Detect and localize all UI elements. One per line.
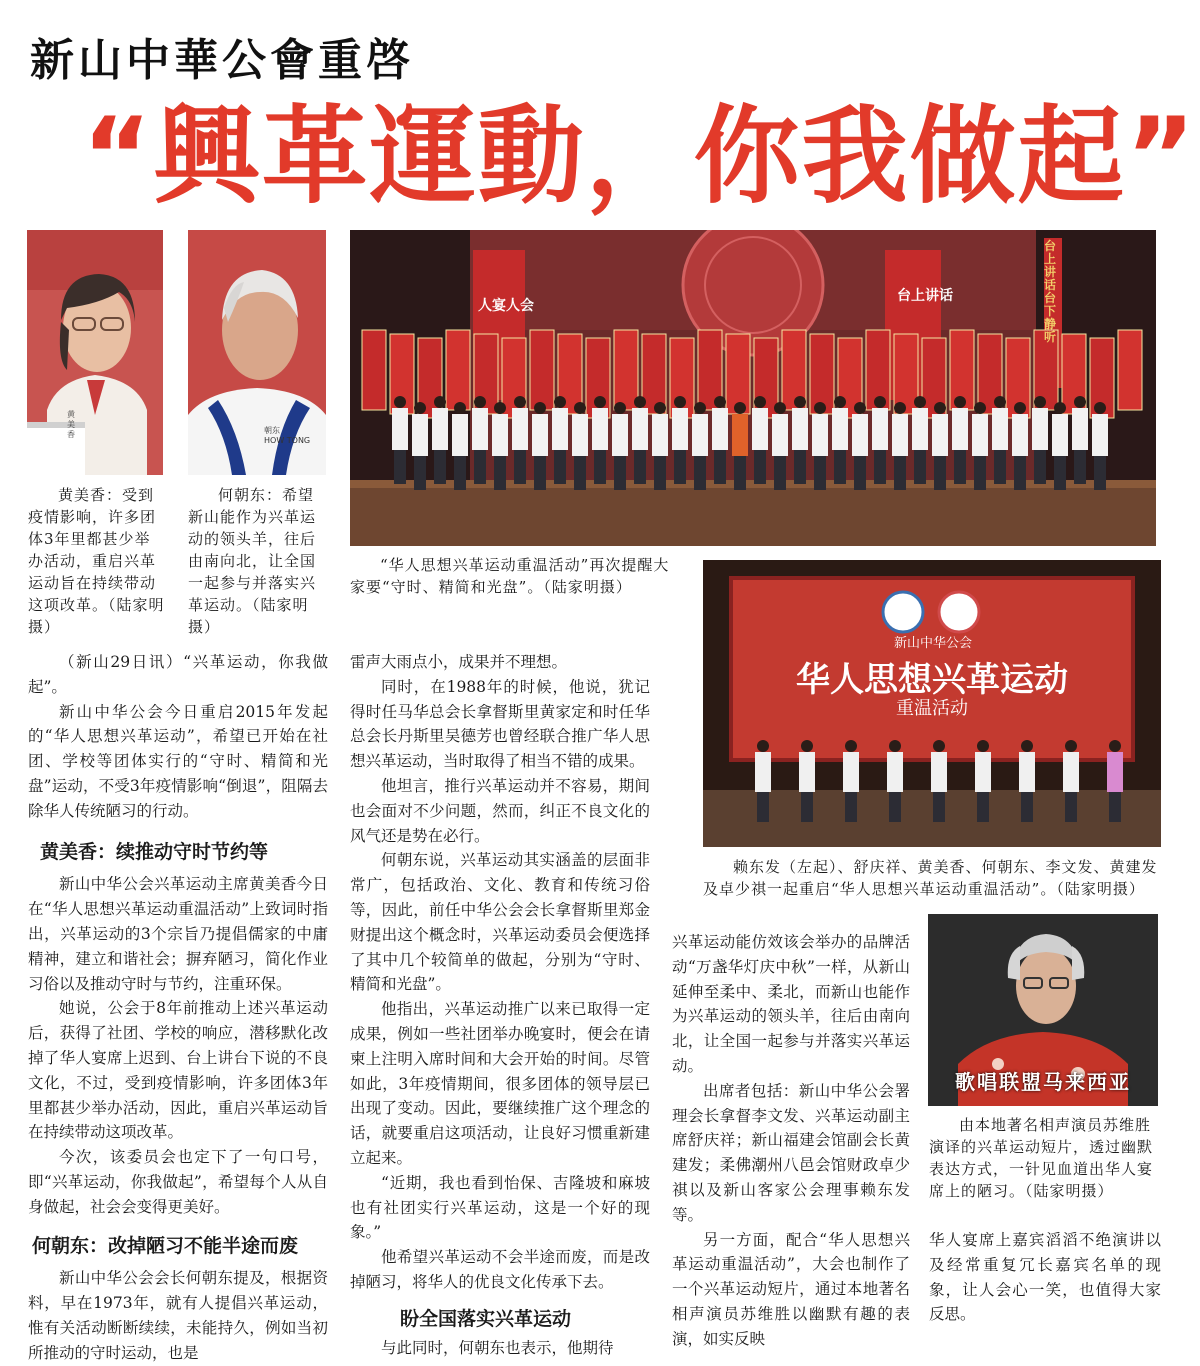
stage-person: [852, 402, 868, 490]
stage-person: [872, 396, 888, 484]
stage-person: [972, 402, 988, 490]
stage-right-banner: 台上讲话台下静听: [1044, 239, 1057, 344]
paragraph: 出席者包括：新山中华公会署理会长拿督李文发、兴革运动副主席舒庆祥；新山福建会馆副会长黄建发；柔佛潮州八邑会馆财政卓少祺以及新山客家公会理事赖东发等。: [672, 1081, 910, 1224]
screen-person: [975, 740, 991, 822]
screen-org: 新山中华公会: [893, 636, 972, 651]
screen-person: [1107, 740, 1123, 822]
stage-person: [512, 396, 528, 484]
stage-person: [632, 396, 648, 484]
stage-person: [752, 396, 768, 484]
screen-subtitle: 重温活动: [896, 698, 968, 719]
paragraph: 与此同时，何朝东也表示，他期待: [381, 1338, 614, 1357]
performer-overlay-text: 歌唱联盟马来西亚: [955, 1070, 1131, 1094]
stage-person: [952, 396, 968, 484]
stage-person: [452, 402, 468, 490]
stage-person: [1012, 402, 1028, 490]
paragraph: 华人宴席上嘉宾滔滔不绝演讲以及经常重复冗长嘉宾名单的现象，让人会心一笑，也值得大家反思。: [929, 1231, 1161, 1324]
screen-person: [1063, 740, 1079, 822]
stage-person: [572, 402, 588, 490]
protest-board: [362, 330, 386, 410]
subheading-huang: 黄美香：续推动守时节约等: [40, 840, 269, 863]
stage-board-text: 台上讲话: [897, 288, 953, 304]
badge-line: 香: [67, 430, 75, 439]
photo4-caption: 赖东发（左起）、舒庆祥、黄美香、何朝东、李文发、黄建发及卓少祺一起重启“华人思想兴革运动重温活动”。（陆家明摄）: [703, 858, 1158, 898]
paragraph: 新山中华公会兴革运动主席黄美香今日在“华人思想兴革运动重温活动”上致词时指出，兴革运动的3个宗旨乃提倡儒家的中庸精神，建立和谐社会；摒弃陋习，简化作业习俗以及推动守时与节约，注重环保。: [28, 875, 328, 993]
stage-person: [932, 402, 948, 490]
badge-line: 黄: [67, 410, 75, 419]
stage-person: [432, 396, 448, 484]
protest-board: [726, 334, 750, 414]
photo-group-stage: [350, 230, 1156, 546]
stage-person: [552, 396, 568, 484]
photo5-caption: 由本地著名相声演员苏维胜演译的兴革运动短片，透过幽默表达方式，一针见血道出华人宴席上的陋习。（陆家明摄）: [929, 1116, 1154, 1200]
col1-section-b: [28, 872, 328, 1219]
stage-person: [1032, 396, 1048, 484]
paragraph: 新山中华公会会长何朝东提及，根据资料，早在1973年，就有人提倡兴革运动，惟有关活动断断续续，未能持久，例如当初所推动的守时运动，也是: [28, 1269, 328, 1362]
photo1-caption: 黄美香：受到疫情影响，许多团体3年里都甚少举办活动，重启兴革运动旨在持续带动这项改革。（陆家明摄）: [28, 486, 165, 636]
badge-line: 朝东: [264, 426, 280, 435]
paragraph: 他希望兴革运动不会半途而废，而是改掉陋习，将华人的优良文化传承下去。: [350, 1248, 650, 1291]
paragraph: （新山29日讯）“兴革运动，你我做起”。: [28, 653, 328, 696]
protest-board: [1118, 330, 1142, 410]
stage-person: [1052, 402, 1068, 490]
protest-board: [446, 330, 470, 410]
protest-board: [810, 334, 834, 414]
photo-he-chaodong: [188, 230, 326, 475]
paragraph: 另一方面，配合“华人思想兴革运动重温活动”，大会也制作了一个兴革运动短片，通过本地著名相声演员苏维胜以幽默有趣的表演，如实反映: [672, 1230, 910, 1348]
stage-person: [532, 402, 548, 490]
stage-person: [612, 402, 628, 490]
subheading-he: 何朝东：改掉陋习不能半途而废: [32, 1234, 299, 1257]
paragraph: 她说，公会于8年前推动上述兴革运动后，获得了社团、学校的响应，潜移默化改掉了华人宴席上迟到、台上讲台下说的不良文化，不过，受到疫情影响，许多团体3年里都甚少举办活动，因此，重启兴革运动旨在持续带动这项改革。: [28, 999, 328, 1142]
stage-person: [472, 396, 488, 484]
screen-person: [799, 740, 815, 822]
stage-person: [592, 396, 608, 484]
article-column-2: [350, 650, 650, 1360]
paragraph: “近期，我也看到怡保、吉隆坡和麻坡也有社团实行兴革运动，这是一个好的现象。”: [350, 1173, 650, 1242]
protest-board: [614, 330, 638, 410]
stage-person: [732, 402, 748, 490]
screen-person: [1019, 740, 1035, 822]
paragraph: 今次，该委员会也定下了一句口号，即“兴革运动，你我做起”，希望每个人从自身做起，社会会变得更美好。: [28, 1148, 328, 1216]
screen-person: [843, 740, 859, 822]
col1-section-c: [28, 1266, 328, 1365]
stage-person: [692, 402, 708, 490]
article-column-1: [28, 650, 328, 1366]
paragraph: 兴革运动能仿效该会举办的品牌活动“万盏华灯庆中秋”一样，从新山延伸至柔中、柔北，而新山也能作为兴革运动的领头羊，往后由南向北，让全国一起参与并落实兴革运动。: [672, 933, 910, 1075]
paragraph: 同时，在1988年的时候，他说，犹记得时任马华总会长拿督斯里黄家定和时任华总会长丹斯里吴德芳也曾经联合推广华人思想兴革运动，当时取得了相当不错的成果。: [350, 677, 650, 771]
headline-main: “興革運動，你我做起”: [82, 95, 1198, 218]
photo2-shirt-badge: [264, 426, 310, 446]
screen-person: [755, 740, 771, 822]
paragraph: 雷声大雨点小，成果并不理想。: [350, 653, 568, 671]
stage-person: [712, 396, 728, 484]
paragraph: 他坦言，推行兴革运动并不容易，期间也会面对不少问题，然而，纠正不良文化的风气还是势在必行。: [350, 776, 650, 845]
paragraph: 他指出，兴革运动推广以来已取得一定成果，例如一些社团举办晚宴时，便会在请柬上注明入席时间和大会开始的时间。尽管如此，3年疫情期间，很多团体的领导层已出现了变动。因此，要继续推广这个理念的话，就要重启这项活动，让良好习惯重新建立起来。: [350, 1000, 650, 1167]
protest-board: [530, 330, 554, 410]
article-column-3: [672, 930, 910, 1352]
badge-line: 美: [67, 420, 75, 429]
stage-person: [792, 396, 808, 484]
paragraph: 何朝东说，兴革运动其实涵盖的层面非常广，包括政治、文化、教育和传统习俗等，因此，前任中华公会会长拿督斯里郑金财提出这个概念时，兴革运动委员会便选择了其中几个较简单的做起，分别为“守时、精简和光盘”。: [350, 851, 650, 994]
stage-person: [392, 396, 408, 484]
stage-person: [412, 402, 428, 490]
badge-line: HOW TONG: [264, 436, 311, 445]
headline-kicker: 新山中華公會重啓: [30, 35, 414, 86]
photo-performer: [928, 914, 1158, 1106]
photo1-podium-badge: [67, 410, 97, 440]
stage-person: [892, 402, 908, 490]
stage-person: [492, 402, 508, 490]
stage-person: [992, 396, 1008, 484]
col1-intro: [28, 650, 328, 824]
stage-person: [912, 396, 928, 484]
photo3-caption: “华人思想兴革运动重温活动”再次提醒大家要“守时、精简和光盘”。（陆家明摄）: [350, 556, 670, 596]
stage-person: [1072, 396, 1088, 484]
paragraph: 新山中华公会今日重启2015年发起的“华人思想兴革运动”，希望已开始在社团、学校等团体实行的“守时、精简和光盘”运动，不受3年疫情影响“倒退”，阻隔去除华人传统陋习的行动。: [28, 702, 328, 820]
stage-person: [1092, 402, 1108, 490]
screen-title: 华人思想兴革运动: [796, 660, 1068, 700]
stage-person: [672, 396, 688, 484]
photo2-caption: 何朝东：希望新山能作为兴革运动的领头羊，往后由南向北，让全国一起参与并落实兴革运动。（陆家明摄）: [188, 486, 317, 636]
stage-person: [652, 402, 668, 490]
photo-huang-meixiang: [27, 230, 163, 475]
stage-person: [812, 402, 828, 490]
stage-person: [772, 402, 788, 490]
stage-board-text: 人宴人会: [478, 298, 534, 314]
stage-person: [832, 396, 848, 484]
article-column-4: [929, 1228, 1161, 1327]
subheading-nationwide: 盼全国落实兴革运动: [400, 1307, 572, 1330]
screen-person: [931, 740, 947, 822]
screen-person: [887, 740, 903, 822]
photo-stage-screen: [703, 560, 1161, 847]
